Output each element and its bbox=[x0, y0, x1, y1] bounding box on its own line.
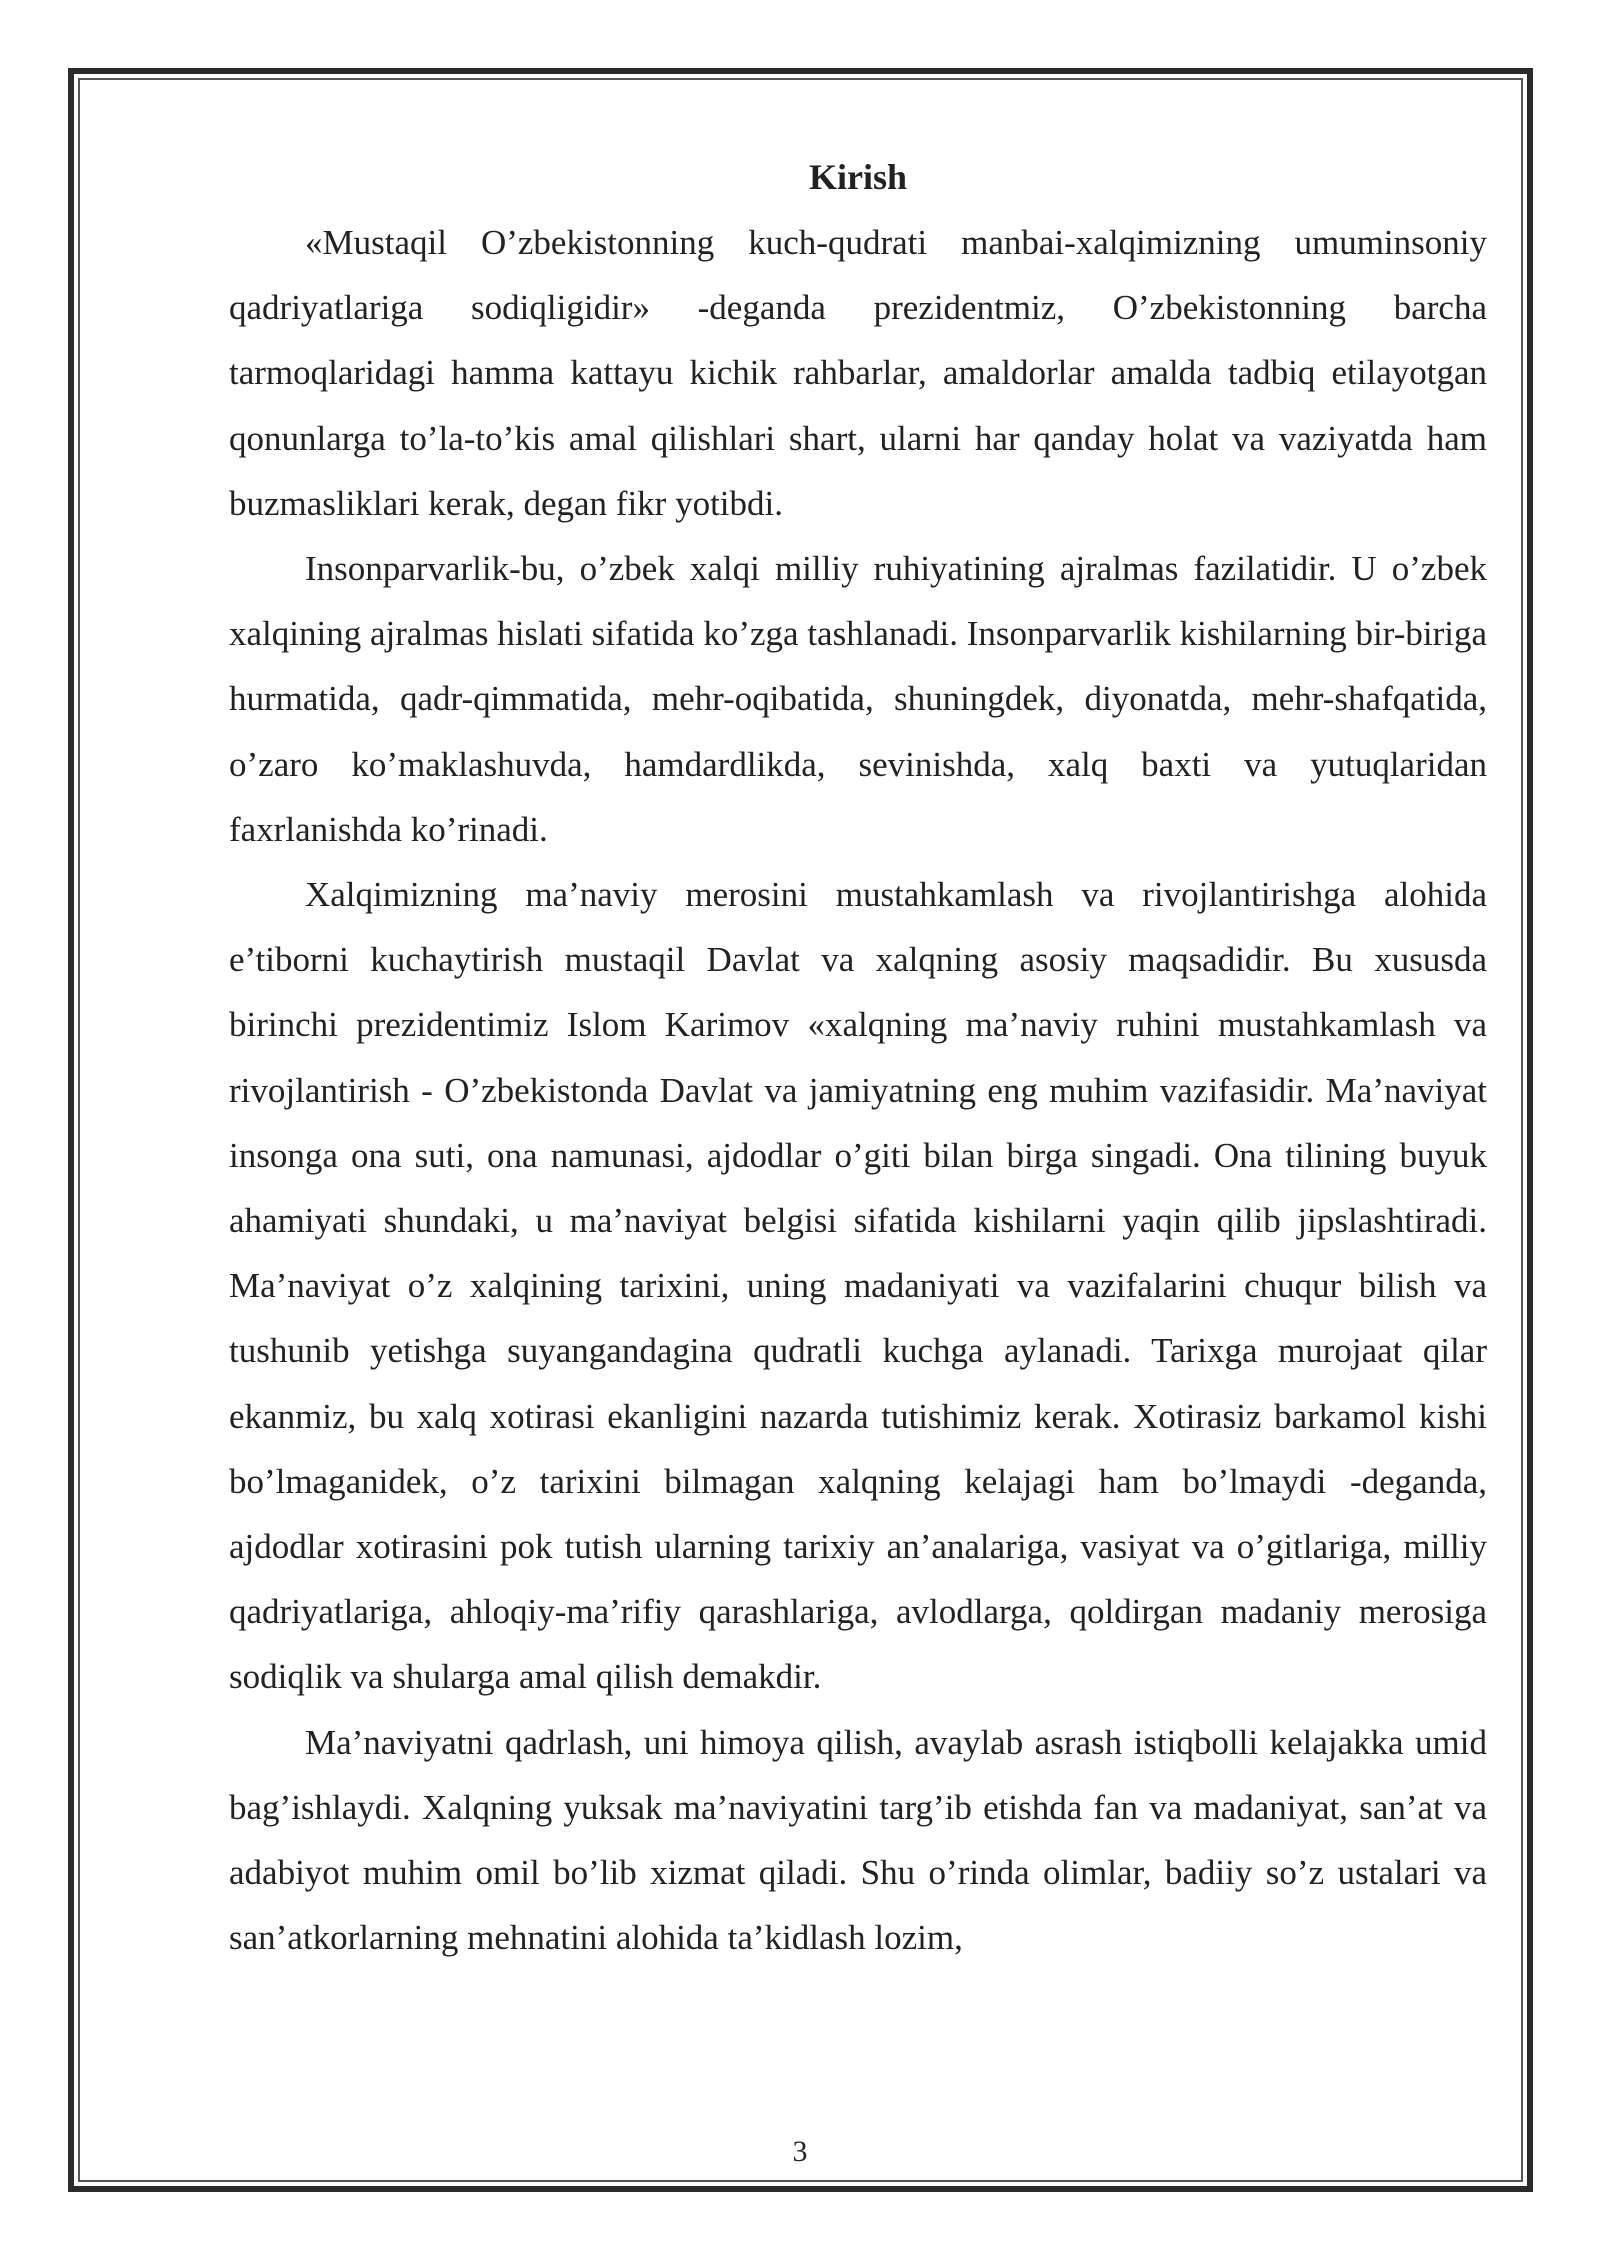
page-number: 3 bbox=[792, 2135, 808, 2168]
paragraph-4: Ma’naviyatni qadrlash, uni himoya qilish, avaylab asrash istiqbolli kelajakka umid bag’ishlaydi. Xalqning yuksak ma’naviyatini targ’ib etishda fan va madaniyat, san’at va adabiyot muhim omil bo’lib xizmat qiladi. Shu o’rinda olimlar, badiiy so’z ustalari va san’atkorlarning mehnatini alohida ta’kidlash lozim, bbox=[229, 1722, 1487, 1958]
paragraph-1: «Mustaqil O’zbekistonning kuch-qudrati manbai-xalqimizning umuminsoniy qadriyatlariga sodiqligidir» -deganda prezidentmiz, O’zbekistonning barcha tarmoqlaridagi hamma kattayu kichik rahbarlar, amaldorlar amalda tadbiq etilayotgan qonunlarga to’la-to’kis amal qilishlari shart, ularni har qanday holat va vaziyatda ham buzmasliklari kerak, degan fikr yotibdi. bbox=[229, 223, 1487, 523]
paragraph-3: Xalqimizning ma’naviy merosini mustahkamlash va rivojlantirishga alohida e’tiborni kuchaytirish mustaqil Davlat va xalqning asosiy maqsadidir. Bu xususda birinchi prezidentimiz Islom Karimov «xalqning ma’naviy ruhini mustahkamlash va rivojlantirish - O’zbekistonda Davlat va jamiyatning eng muhim vazifasidir. Ma’naviyat insonga ona suti, ona namunasi, ajdodlar o’giti bilan birga singadi. Ona tilining buyuk ahamiyati shundaki, u ma’naviyat belgisi sifatida kishilarni yaqin qilib jipslashtiradi. Ma’naviyat o’z xalqining tarixini, uning madaniyati va vazifalarini chuqur bilish va tushunib yetishga suyangandagina qudratli kuchga aylanadi. Tarixga murojaat qilar ekanmiz, bu xalq xotirasi ekanligini nazarda tutishimiz kerak. Xotirasiz barkamol kishi bo’lmaganidek, o’z tarixini bilmagan xalqning kelajagi ham bo’lmaydi -deganda, ajdodlar xotirasini pok tutish ularning tarixiy an’analariga, vasiyat va o’gitlariga, milliy qadriyatlariga, ahloqiy-ma’rifiy qarashlariga, avlodlarga, qoldirgan madaniy merosiga sodiqlik va shularga amal qilish demakdir. bbox=[229, 875, 1487, 1697]
paragraph-2: Insonparvarlik-bu, o’zbek xalqi milliy ruhiyatining ajralmas fazilatidir. U o’zbek xalqining ajralmas hislati sifatida ko’zga tashlanadi. Insonparvarlik kishilarning bir-biriga hurmatida, qadr-qimmatida, mehr-oqibatida, shuningdek, diyonatda, mehr-shafqatida, o’zaro ko’maklashuvda, hamdardlikda, sevinishda, xalq baxti va yutuqlaridan faxrlanishda ko’rinadi. bbox=[229, 549, 1487, 849]
page-content bbox=[229, 145, 1487, 1970]
section-title: Kirish bbox=[808, 157, 907, 197]
